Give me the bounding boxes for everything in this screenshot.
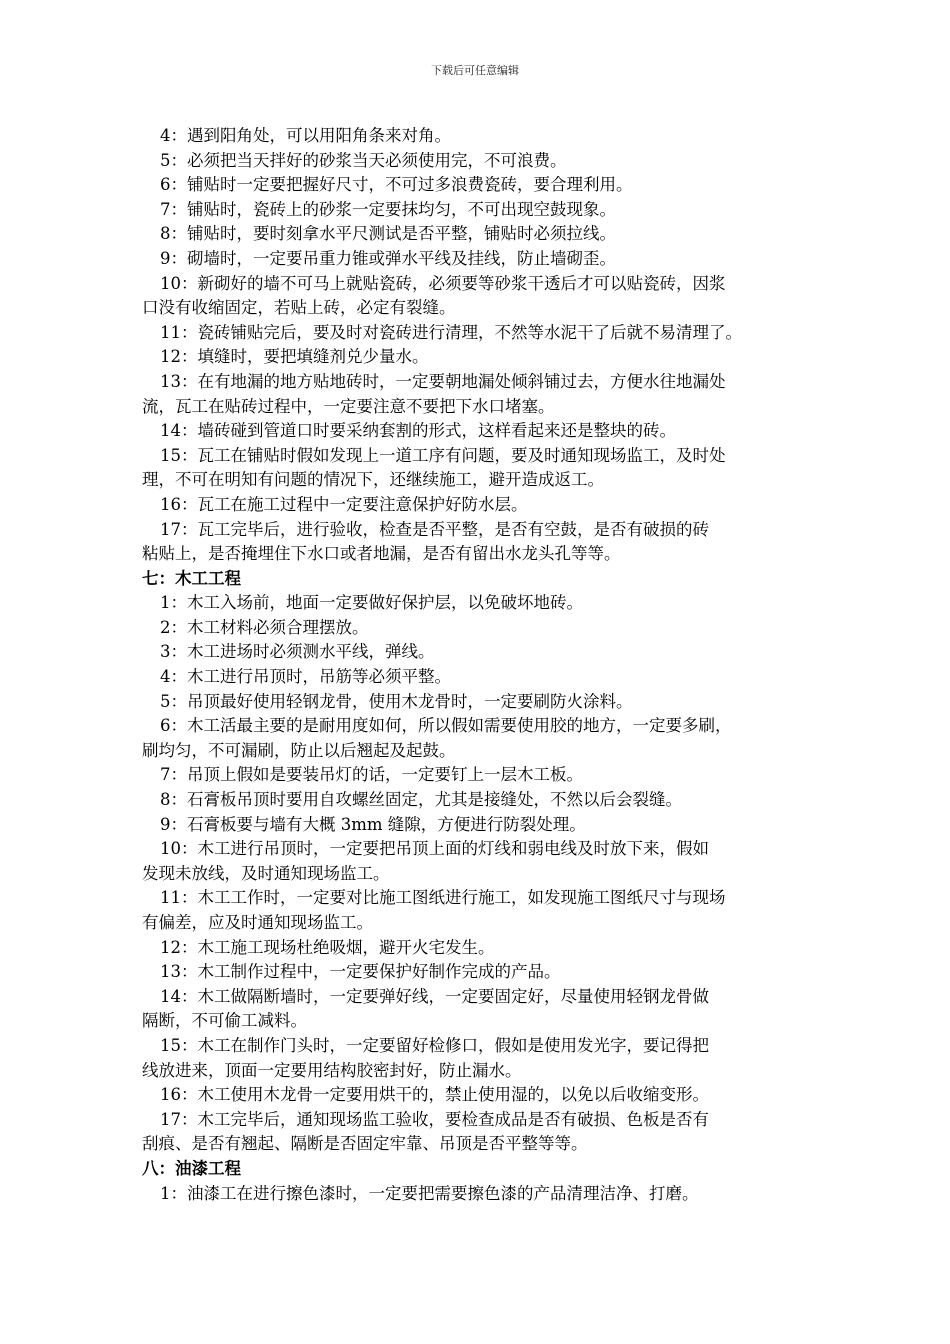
list-item: 5：必须把当天拌好的砂浆当天必须使用完，不可浪费。 — [160, 150, 567, 170]
list-item: 13：木工制作过程中，一定要保护好制作完成的产品。 — [160, 962, 561, 982]
list-item-continuation: 线放进来，顶面一定要用结构胶密封好，防止漏水。 — [142, 1060, 522, 1080]
list-item: 14：墙砖碰到管道口时要采纳套割的形式，这样看起来还是整块的砖。 — [160, 421, 676, 441]
list-item: 6：木工活最主要的是耐用度如何，所以假如需要使用胶的地方，一定要多刷， — [160, 716, 732, 736]
list-item: 11：瓷砖铺贴完后，要及时对瓷砖进行清理，不然等水泥干了后就不易清理了。 — [160, 322, 742, 342]
list-item: 9：砌墙时，一定要吊重力锥或弹水平线及挂线，防止墙砌歪。 — [160, 248, 616, 268]
list-item: 5：吊顶最好使用轻钢龙骨，使用木龙骨时，一定要刷防火涂料。 — [160, 691, 633, 711]
list-item: 4：遇到阳角处，可以用阳角条来对角。 — [160, 126, 451, 145]
list-item-continuation: 有偏差，应及时通知现场监工。 — [142, 913, 373, 932]
list-item: 6：铺贴时一定要把握好尺寸，不可过多浪费瓷砖，要合理利用。 — [160, 175, 633, 195]
list-item: 7：吊顶上假如是要装吊灯的话，一定要钉上一层木工板。 — [160, 765, 583, 785]
list-item: 8：铺贴时，要时刻拿水平尺测试是否平整，铺贴时必须拉线。 — [160, 224, 616, 244]
list-item: 12：填缝时，要把填缝剂兑少量水。 — [160, 347, 429, 367]
list-item: 16：木工使用木龙骨一定要用烘干的，禁止使用湿的，以免以后收缩变形。 — [160, 1085, 709, 1105]
list-item: 1：木工入场前，地面一定要做好保护层，以免破坏地砖。 — [160, 593, 583, 613]
page-header: 下载后可任意编辑 — [431, 64, 519, 77]
list-item: 12：木工施工现场杜绝吸烟，避开火宅发生。 — [160, 937, 495, 957]
document-body — [142, 124, 817, 1206]
list-item: 7：铺贴时，瓷砖上的砂浆一定要抹均匀，不可出现空鼓现象。 — [160, 199, 616, 219]
list-item: 17：瓦工完毕后，进行验收，检查是否平整，是否有空鼓，是否有破损的砖 — [160, 519, 709, 539]
list-item-continuation: 理，不可在明知有问题的情况下，还继续施工，避开造成返工。 — [142, 470, 604, 490]
list-item: 10：木工进行吊顶时，一定要把吊顶上面的灯线和弱电线及时放下来，假如 — [160, 839, 709, 859]
list-item-continuation: 粘贴上，是否掩埋住下水口或者地漏，是否有留出水龙头孔等等。 — [142, 544, 621, 564]
section-heading: 七：木工工程 — [142, 568, 241, 588]
list-item: 11：木工工作时，一定要对比施工图纸进行施工，如发现施工图纸尺寸与现场 — [160, 888, 726, 908]
list-item-continuation: 流，瓦工在贴砖过程中，一定要注意不要把下水口堵塞。 — [142, 396, 555, 416]
list-item: 9：石膏板要与墙有大概 3mm 缝隙，方便进行防裂处理。 — [160, 814, 586, 834]
list-item: 17：木工完毕后，通知现场监工验收，要检查成品是否有破损、色板是否有 — [160, 1109, 709, 1129]
list-item: 3：木工进场时必须测水平线，弹线。 — [160, 642, 435, 662]
list-item-continuation: 口没有收缩固定，若贴上砖，必定有裂缝。 — [142, 298, 456, 318]
list-item: 15：木工在制作门头时，一定要留好检修口，假如是使用发光字，要记得把 — [160, 1035, 709, 1055]
list-item: 15：瓦工在铺贴时假如发现上一道工序有问题，要及时通知现场监工，及时处 — [160, 445, 726, 465]
list-item-continuation: 刮痕、是否有翘起、隔断是否固定牢靠、吊顶是否平整等等。 — [142, 1134, 588, 1154]
list-item: 4：木工进行吊顶时，吊筋等必须平整。 — [160, 667, 451, 687]
section-heading: 八：油漆工程 — [142, 1158, 241, 1178]
list-item-continuation: 发现未放线，及时通知现场监工。 — [142, 863, 390, 883]
list-item: 10：新砌好的墙不可马上就贴瓷砖，必须要等砂浆干透后才可以贴瓷砖，因浆 — [160, 273, 726, 293]
list-item-continuation: 隔断，不可偷工减料。 — [142, 1011, 307, 1031]
list-item-continuation: 刷均匀，不可漏刷，防止以后翘起及起鼓。 — [142, 740, 456, 760]
list-item: 13：在有地漏的地方贴地砖时，一定要朝地漏处倾斜铺过去，方便水往地漏处 — [160, 371, 726, 391]
list-item: 2：木工材料必须合理摆放。 — [160, 617, 369, 637]
list-item: 1：油漆工在进行擦色漆时，一定要把需要擦色漆的产品清理洁净、打磨。 — [160, 1183, 699, 1203]
list-item: 8：石膏板吊顶时要用自攻螺丝固定，尤其是接缝处，不然以后会裂缝。 — [160, 790, 682, 810]
list-item: 16：瓦工在施工过程中一定要注意保护好防水层。 — [160, 494, 528, 514]
list-item: 14：木工做隔断墙时，一定要弹好线，一定要固定好，尽量使用轻钢龙骨做 — [160, 986, 709, 1006]
